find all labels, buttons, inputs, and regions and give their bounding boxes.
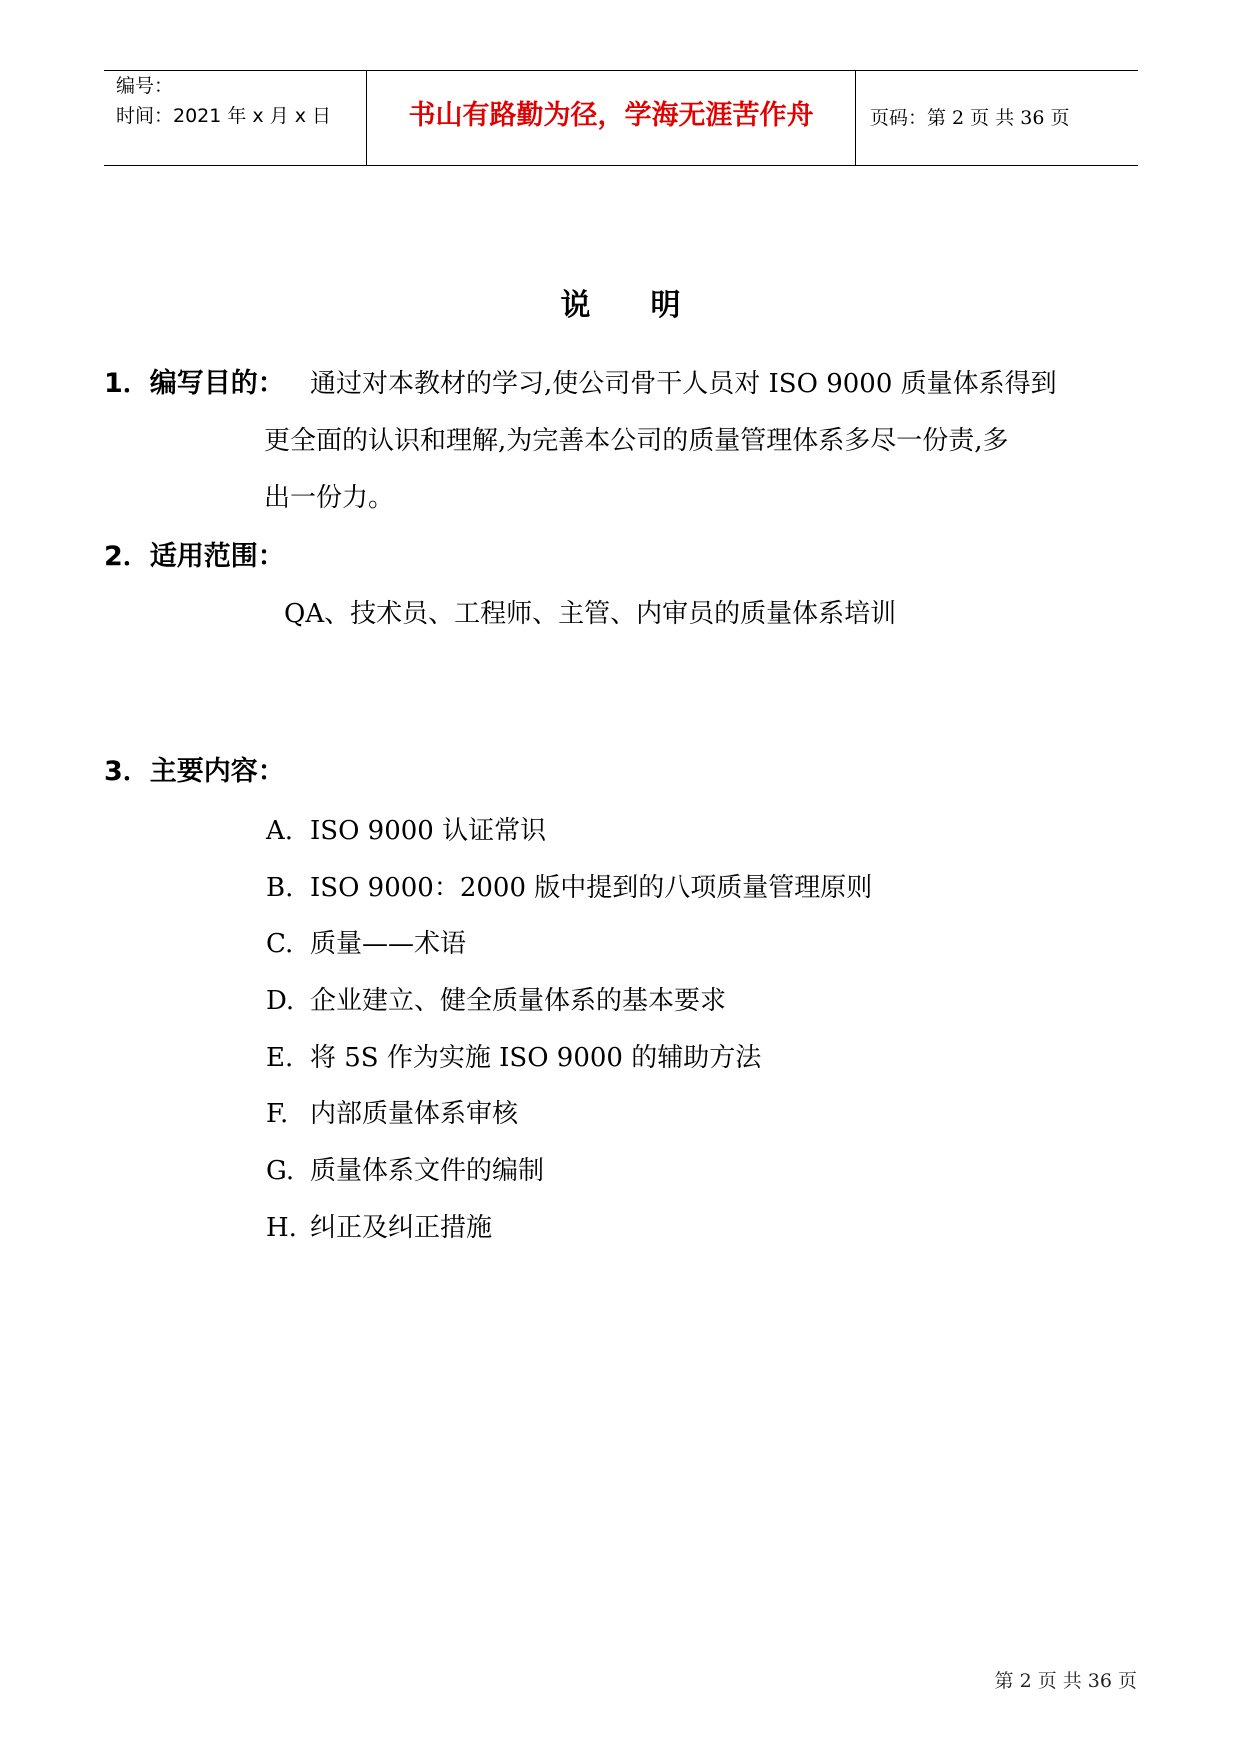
- section-1-line-2: 更全面的认识和理解,为完善本公司的质量管理体系多尽一份责,多: [264, 426, 1009, 456]
- list-item: [266, 926, 466, 962]
- page-footer: 第 2 页 共 36 页: [994, 1670, 1137, 1692]
- list-item-text: 将 5S 作为实施 ISO 9000 的辅助方法: [310, 1043, 762, 1073]
- section-1-line-3: 出一份力。: [264, 483, 395, 513]
- header-motto-cell: [367, 71, 856, 165]
- list-item-marker: E.: [266, 1043, 294, 1073]
- section-3-heading: 3．主要内容：: [104, 756, 285, 787]
- list-item: [266, 1153, 544, 1189]
- list-item-marker: G.: [266, 1156, 295, 1186]
- document-time-label: 时间：2021 年 x 月 x 日: [116, 105, 332, 127]
- list-item-text: ISO 9000 认证常识: [310, 816, 547, 846]
- list-item-text: 内部质量体系审核: [310, 1099, 519, 1129]
- section-1-heading: 1．编写目的：: [104, 368, 285, 399]
- list-item-marker: A.: [266, 816, 294, 846]
- list-item: [266, 1210, 492, 1246]
- section-1-line-1: 通过对本教材的学习,使公司骨干人员对 ISO 9000 质量体系得到: [310, 369, 1057, 399]
- list-item: [266, 870, 872, 906]
- page-header: [104, 70, 1138, 166]
- list-item-marker: C.: [266, 929, 294, 959]
- list-item-text: 质量体系文件的编制: [310, 1156, 545, 1186]
- header-page-info: 页码：第 2 页 共 36 页: [870, 107, 1070, 129]
- header-right-cell: [856, 71, 1138, 165]
- list-item-text: 质量——术语: [310, 929, 467, 959]
- section-2-text: QA、技术员、工程师、主管、内审员的质量体系培训: [284, 599, 897, 629]
- list-item: [266, 1040, 761, 1076]
- list-item-text: 企业建立、健全质量体系的基本要求: [310, 986, 727, 1016]
- list-item: [266, 1096, 518, 1132]
- list-item-text: ISO 9000：2000 版中提到的八项质量管理原则: [310, 873, 873, 903]
- list-item: [266, 813, 546, 849]
- list-item: [266, 983, 726, 1019]
- list-item-marker: D.: [266, 986, 295, 1016]
- document-number-label: 编号：: [116, 75, 174, 97]
- section-2-heading: 2．适用范围：: [104, 541, 285, 572]
- page-title: 说明: [560, 288, 741, 323]
- list-item-text: 纠正及纠正措施: [310, 1213, 493, 1243]
- list-item-marker: H.: [266, 1213, 297, 1243]
- list-item-marker: B.: [266, 873, 294, 903]
- header-left-cell: [104, 71, 367, 165]
- list-item-marker: F.: [266, 1099, 289, 1129]
- header-motto: 书山有路勤为径，学海无涯苦作舟: [408, 100, 814, 131]
